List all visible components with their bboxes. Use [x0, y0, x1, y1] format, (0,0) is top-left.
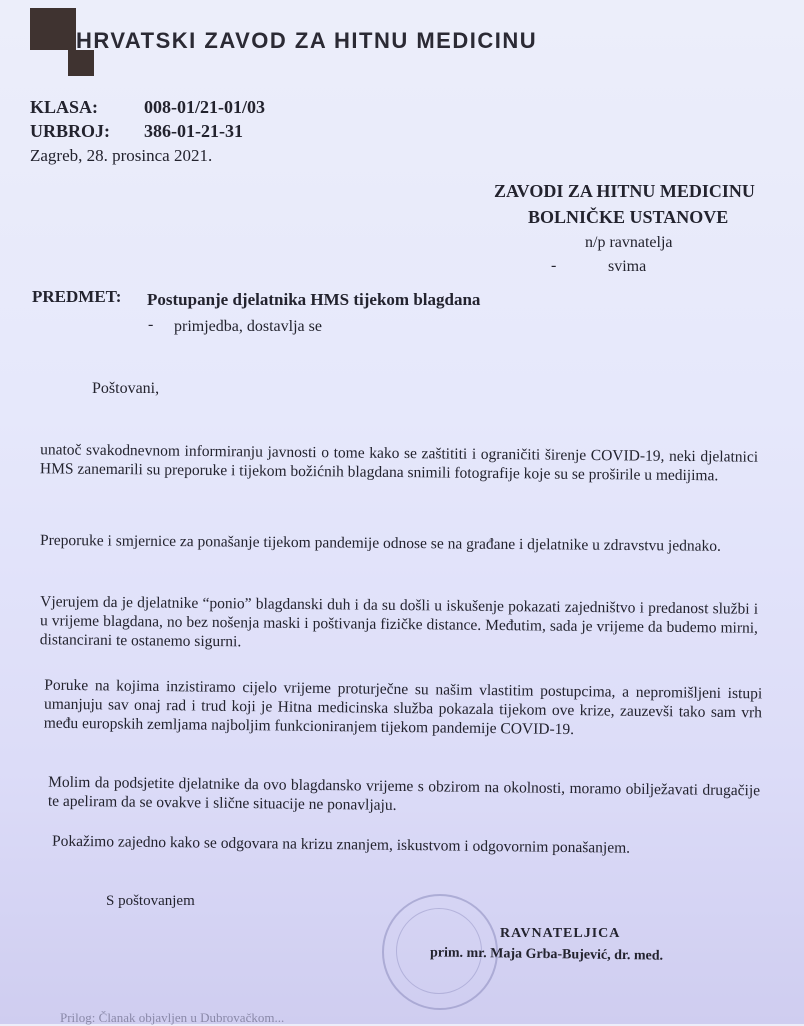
klasa-value: 008-01/21-01/03: [144, 97, 265, 117]
recipient-line-4: svima: [608, 258, 647, 275]
subject-bullet: -: [148, 316, 154, 333]
recipient-bullet: -: [551, 257, 557, 274]
recipient-line-1: ZAVODI ZA HITNU MEDICINU: [494, 181, 755, 201]
subject-note: primjedba, dostavlja se: [174, 318, 322, 335]
paragraph-4: Poruke na kojima inzistiramo cijelo vrijeme proturječne su našim vlastitim postupcima, a nepromišljeni istupi umanjuju sav onaj rad i trud koji je Hitna medicinska služba pokazala tijekom ove krize, zauzevši tako sam vrh među europskih zemljama najboljim funkcioniranjem tijekom pandemije COVID-19.: [43, 676, 763, 739]
logo-square-large: [30, 8, 76, 50]
salutation: Poštovani,: [92, 380, 160, 397]
paragraph-6: Pokažimo zajedno kako se odgovara na krizu znanjem, iskustvom i odgovornim ponašanjem.: [51, 832, 631, 857]
organization-name: HRVATSKI ZAVOD ZA HITNU MEDICINU: [76, 28, 538, 53]
paragraph-3: Vjerujem da je djelatnike “ponio” blagdanski duh i da su došli u iskušenje pokazati zajedništvo i predanost službi i u vrijeme blagdana, no bez nošenja maski i poštivanja fizičke distance. Međutim, sada je vrijeme da budemo mirni, distancirani te ostanemo sigurni.: [39, 593, 759, 651]
paragraph-5: Molim da podsjetite djelatnike da ovo blagdansko vrijeme s obzirom na okolnosti, moramo obilježavati drugačije te apeliram da se ovakve i slične situacije ne ponavljaju.: [47, 773, 761, 814]
subject-title: Postupanje djelatnika HMS tijekom blagdana: [147, 290, 481, 309]
recipient-line-2: BOLNIČKE USTANOVE: [528, 207, 729, 227]
klasa-label: KLASA:: [30, 97, 99, 117]
paragraph-2: Preporuke i smjernice za ponašanje tijekom pandemije odnose se na građane i djelatnike u zdravstvu jednako.: [39, 531, 721, 555]
attachment-note: Prilog: Članak objavljen u Dubrovačkom...: [60, 1010, 285, 1025]
place-date: Zagreb, 28. prosinca 2021.: [30, 146, 213, 165]
closing-regards: S poštovanjem: [106, 893, 195, 909]
recipient-line-3: n/p ravnatelja: [585, 234, 673, 251]
urbroj-value: 386-01-21-31: [144, 121, 243, 141]
signatory-name: prim. mr. Maja Grba-Bujević, dr. med.: [429, 945, 664, 964]
subject-label: PREDMET:: [32, 287, 122, 306]
paragraph-1: unatoč svakodnevnom informiranju javnosti o tome kako se zaštititi i ograničiti širenje COVID-19, neki djelatnici HMS zanemarili su preporuke i tijekom božićnih blagdana snimili fotografije koje su se proširile u medijima.: [39, 441, 759, 485]
urbroj-label: URBROJ:: [30, 121, 110, 141]
signatory-role: RAVNATELJICA: [500, 926, 621, 941]
